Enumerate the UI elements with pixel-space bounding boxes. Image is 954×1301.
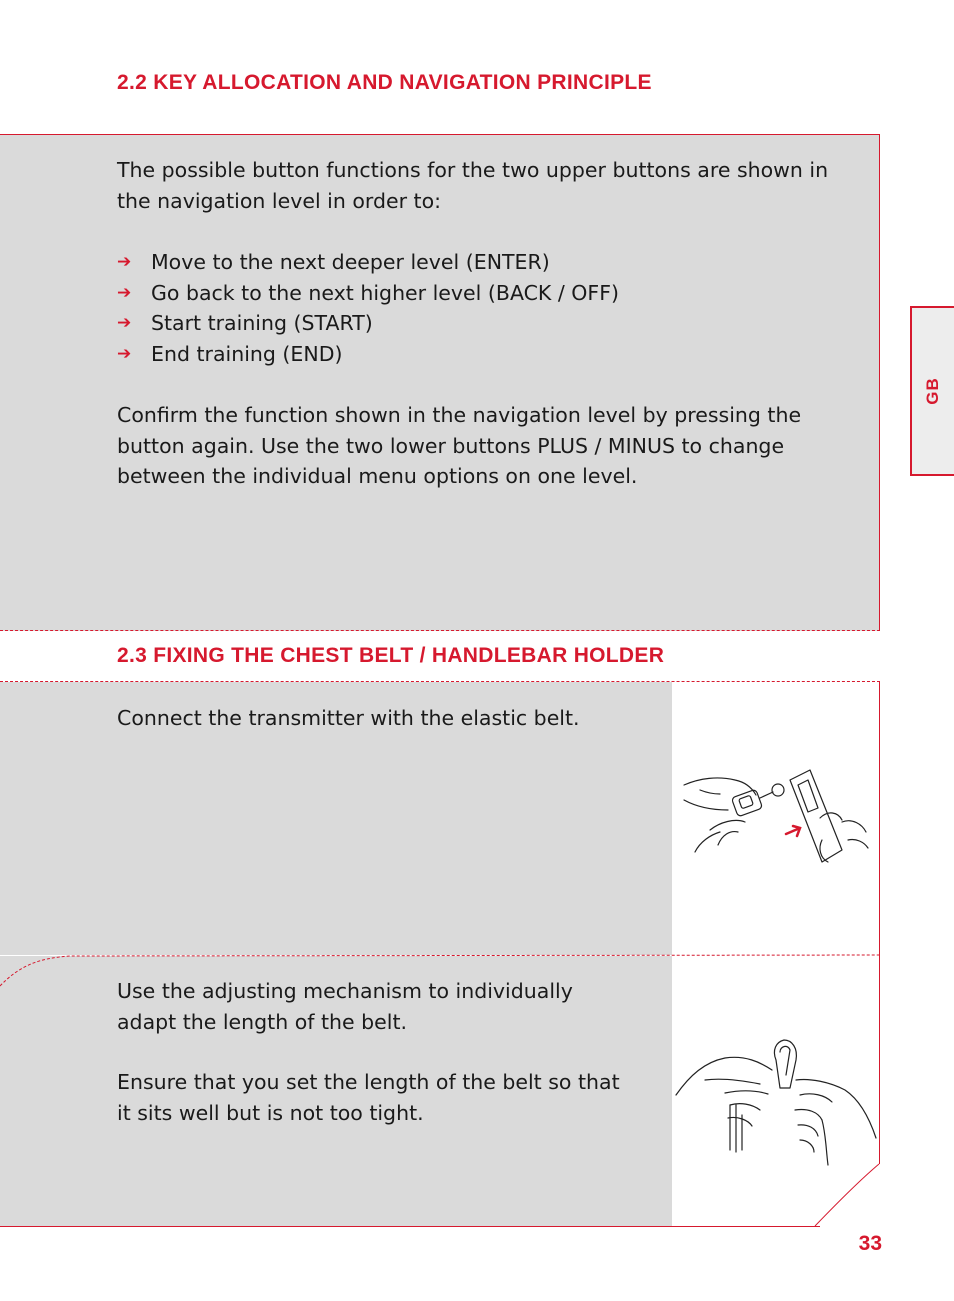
- arrow-right-icon: ➔: [117, 252, 132, 272]
- arrow-right-icon: [786, 826, 800, 836]
- intro-paragraph: The possible button functions for the two upper buttons are shown in the navigation level in order to:: [117, 158, 829, 213]
- frame-corner: [815, 1164, 879, 1226]
- list-item: ➔ Go back to the next higher level (BACK / OFF): [117, 278, 619, 309]
- step-2-note: Ensure that you set the length of the belt so that it sits well but is not too tight.: [117, 1070, 620, 1125]
- list-item: ➔ Start training (START): [117, 308, 619, 339]
- list-item: ➔ End training (END): [117, 339, 619, 370]
- section-heading-chest-belt: 2.3 FIXING THE CHEST BELT / HANDLEBAR HOLDER: [117, 644, 665, 667]
- section-heading-key-allocation: 2.2 KEY ALLOCATION AND NAVIGATION PRINCIPLE: [117, 71, 652, 94]
- arrow-right-icon: ➔: [117, 313, 132, 334]
- list-item: ➔ Move to the next deeper level (ENTER): [117, 247, 619, 278]
- step-2-text: Use the adjusting mechanism to individually adapt the length of the belt.: [117, 979, 573, 1034]
- step-1-text: Connect the transmitter with the elastic belt.: [117, 706, 580, 730]
- divider-curve: [0, 955, 880, 986]
- page-number: 33: [858, 1232, 882, 1255]
- language-tab-label: GB: [923, 377, 942, 405]
- arrow-right-icon: ➔: [117, 282, 132, 303]
- hands-adjusting-belt-buckle: [676, 1040, 876, 1165]
- hands-attaching-transmitter-to-belt: [684, 770, 868, 862]
- language-tab: [910, 306, 954, 476]
- confirm-paragraph: Confirm the function shown in the navigation level by pressing the button again. Use the two lower buttons PLUS / MINUS to change between the individual menu options on one level.: [117, 403, 802, 489]
- arrow-right-icon: ➔: [117, 343, 132, 364]
